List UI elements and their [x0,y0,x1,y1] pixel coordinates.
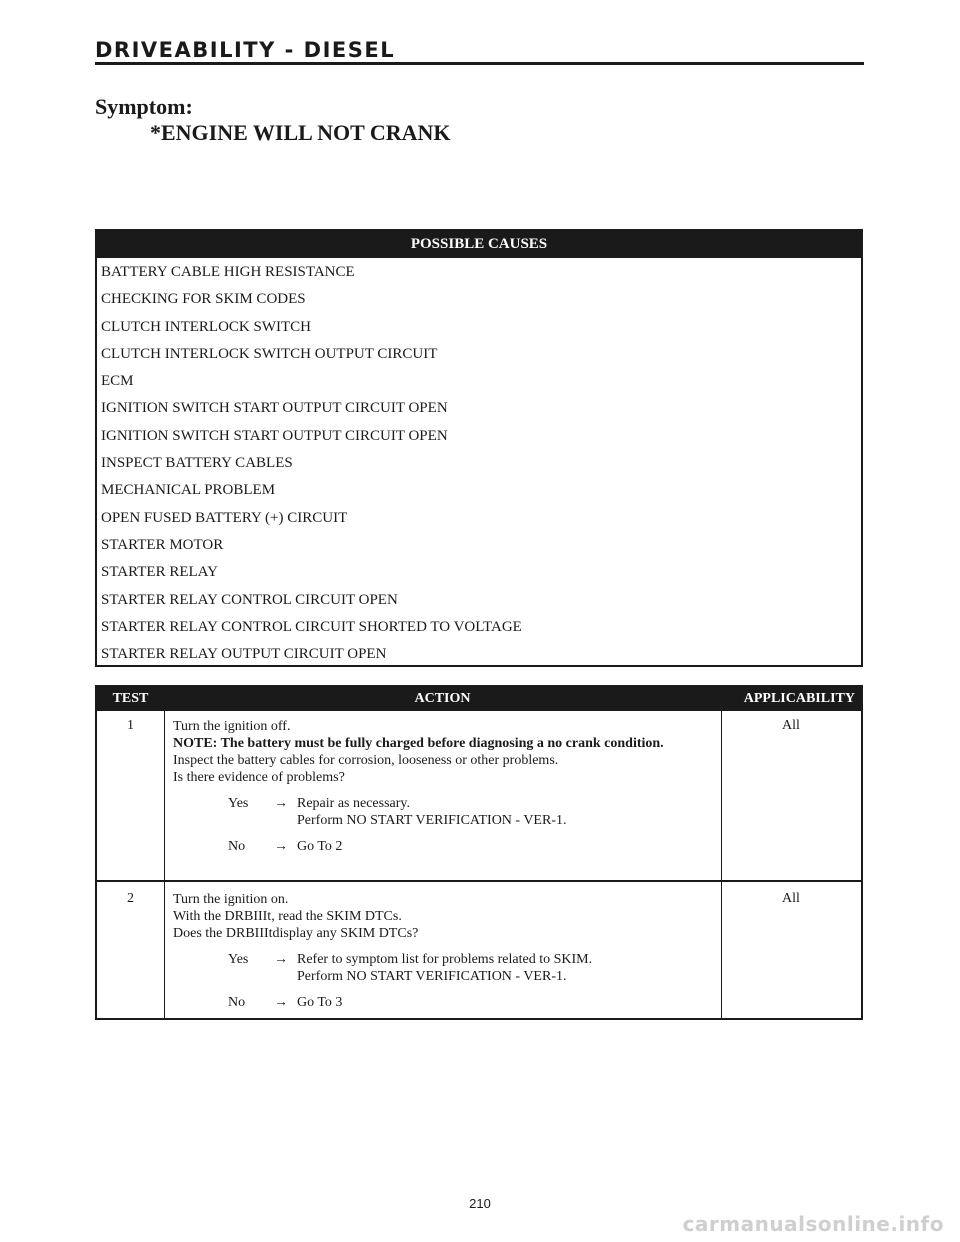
no-branch [173,994,717,1011]
yes-result [297,795,717,829]
no-result: Go To 2 [297,839,343,854]
cause-item: STARTER RELAY [101,564,218,581]
cause-item: OPEN FUSED BATTERY (+) CIRCUIT [101,509,348,526]
possible-causes-box [95,229,863,667]
possible-causes-list [97,259,861,668]
cause-item: INSPECT BATTERY CABLES [101,455,293,472]
row-divider [97,880,861,882]
test-action [173,718,717,855]
watermark: carmanualsonline.info [682,1212,944,1236]
arrow-icon: → [274,995,288,1010]
result-line: Repair as necessary. [297,796,410,811]
cause-item: CLUTCH INTERLOCK SWITCH [101,318,311,335]
no-label: No [228,839,246,854]
result-line: Perform NO START VERIFICATION - VER-1. [297,969,567,984]
action-line: Inspect the battery cables for corrosion, looseness or other problems. [173,753,559,768]
test-applicability: All [782,718,800,733]
cause-item: ECM [101,373,134,390]
yes-label: Yes [228,952,249,967]
no-branch [173,838,717,855]
cause-item: STARTER RELAY OUTPUT CIRCUIT OPEN [101,646,387,663]
column-header-test: TEST [112,691,149,706]
symptom-text: *ENGINE WILL NOT CRANK [150,120,451,145]
test-table-header [97,687,861,711]
test-action [173,891,717,1011]
test-applicability: All [782,891,800,906]
cause-item: BATTERY CABLE HIGH RESISTANCE [101,264,355,280]
possible-causes-heading: POSSIBLE CAUSES [97,231,861,258]
action-question: Does the DRBIIItdisplay any SKIM DTCs? [173,926,419,941]
test-number: 2 [127,891,134,906]
yes-result [297,951,717,985]
arrow-icon: → [274,839,288,854]
arrow-icon: → [274,952,288,967]
cause-item: STARTER MOTOR [101,536,224,553]
cause-item: CLUTCH INTERLOCK SWITCH OUTPUT CIRCUIT [101,345,438,362]
column-header-applicability: APPLICABILITY [743,691,855,706]
column-divider [721,711,722,1018]
yes-branch [173,951,717,985]
column-divider [164,711,165,1018]
action-line: With the DRBIIIt, read the SKIM DTCs. [173,909,402,924]
cause-item: STARTER RELAY CONTROL CIRCUIT SHORTED TO VOLTAGE [101,618,522,635]
column-header-action: ACTION [414,691,471,706]
yes-branch [173,795,717,829]
symptom-label: Symptom: [95,94,193,119]
action-note: NOTE: The battery must be fully charged before diagnosing a no crank condition. [173,736,664,751]
section-title: DRIVEABILITY - DIESEL [95,38,396,62]
action-line: Turn the ignition on. [173,892,289,907]
cause-item: IGNITION SWITCH START OUTPUT CIRCUIT OPEN [101,400,448,417]
test-number: 1 [127,718,134,733]
action-question: Is there evidence of problems? [173,770,345,785]
result-line: Refer to symptom list for problems related to SKIM. [297,952,593,967]
result-line: Perform NO START VERIFICATION - VER-1. [297,813,567,828]
cause-item: MECHANICAL PROBLEM [101,482,276,499]
no-result: Go To 3 [297,995,343,1010]
no-label: No [228,995,246,1010]
section-title-rule [95,62,864,65]
page-number: 210 [469,1196,491,1211]
cause-item: IGNITION SWITCH START OUTPUT CIRCUIT OPEN [101,427,448,444]
arrow-icon: → [274,796,288,811]
test-table [95,685,863,1020]
cause-item: STARTER RELAY CONTROL CIRCUIT OPEN [101,591,398,608]
action-line: Turn the ignition off. [173,719,291,734]
cause-item: CHECKING FOR SKIM CODES [101,291,306,308]
yes-label: Yes [228,796,249,811]
